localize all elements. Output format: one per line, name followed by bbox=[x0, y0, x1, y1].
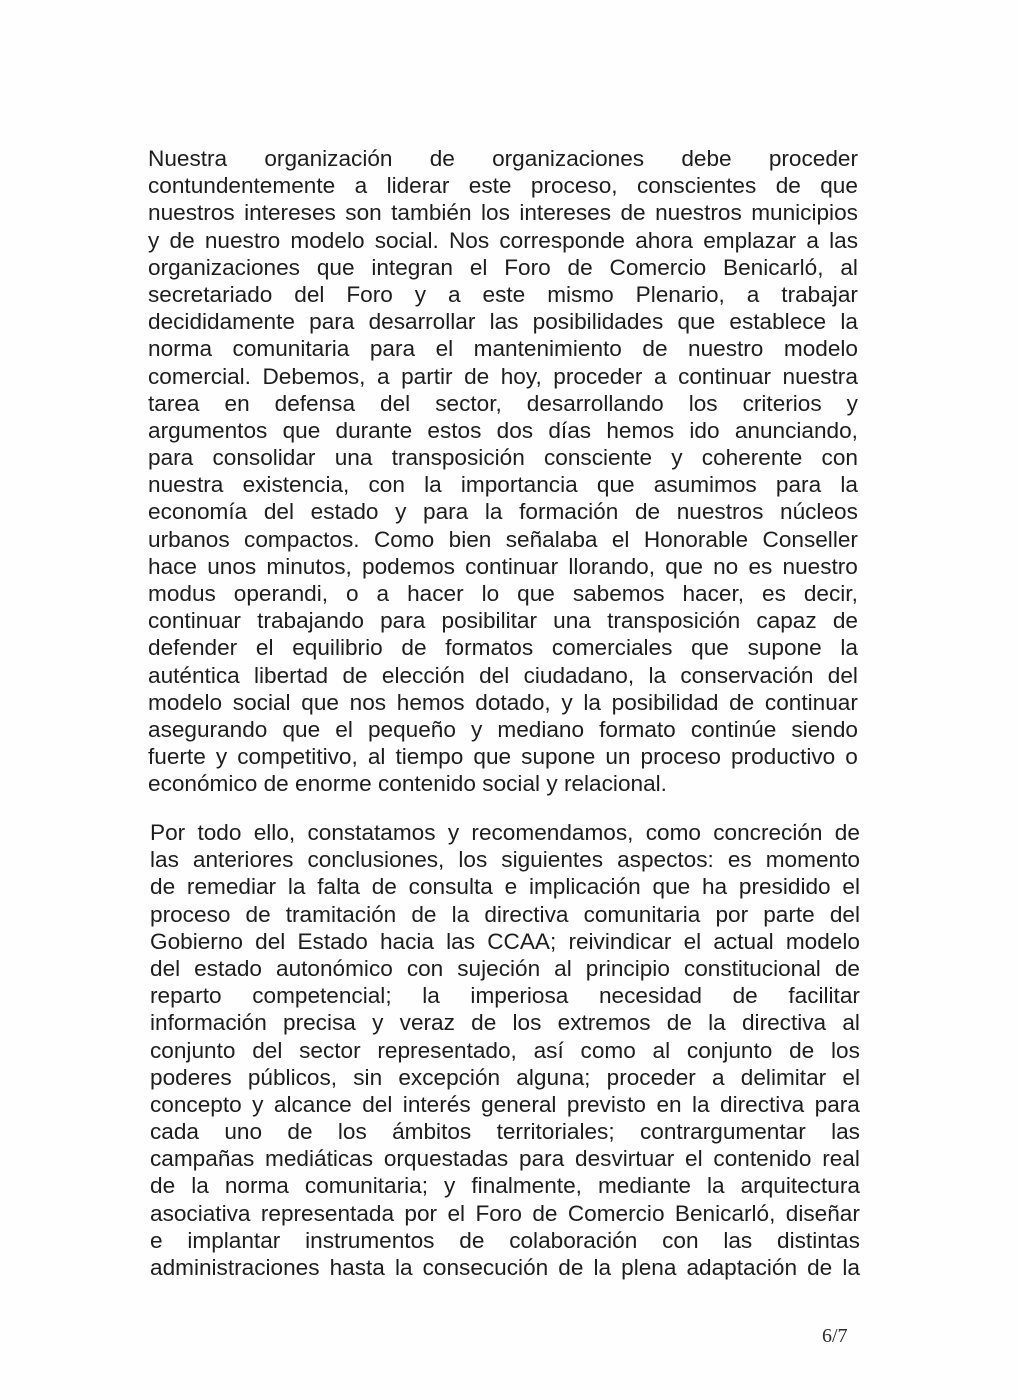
paragraph-1 bbox=[148, 145, 858, 798]
text-line: de remediar la falta de consulta e implicación que ha presidido el bbox=[150, 874, 860, 900]
text-line: urbanos compactos. Como bien señalaba el Honorable Conseller bbox=[148, 526, 858, 552]
text-line: concepto y alcance del interés general previsto en la directiva para bbox=[150, 1091, 860, 1117]
text-line: asociativa representada por el Foro de Comercio Benicarló, diseñar bbox=[150, 1200, 860, 1226]
text-line: Gobierno del Estado hacia las CCAA; reivindicar el actual modelo bbox=[150, 928, 860, 954]
text-line: administraciones hasta la consecución de la plena adaptación de la bbox=[150, 1255, 860, 1280]
text-line: contundentemente a liderar este proceso, conscientes de que bbox=[148, 173, 858, 199]
text-line: reparto competencial; la imperiosa necesidad de facilitar bbox=[150, 983, 860, 1009]
text-line: conjunto del sector representado, así como al conjunto de los bbox=[150, 1037, 860, 1063]
text-line: tarea en defensa del sector, desarrollando los criterios y bbox=[148, 390, 858, 416]
text-line: Nuestra organización de organizaciones debe proceder bbox=[148, 146, 858, 171]
text-line: defender el equilibrio de formatos comerciales que supone la bbox=[148, 635, 858, 661]
text-line: económico de enorme contenido social y relacional. bbox=[148, 771, 667, 797]
text-line: campañas mediáticas orquestadas para desvirtuar el contenido real bbox=[150, 1146, 860, 1172]
text-line: auténtica libertad de elección del ciudadano, la conservación del bbox=[148, 662, 858, 688]
text-line: proceso de tramitación de la directiva comunitaria por parte del bbox=[150, 901, 860, 927]
text-line: cada uno de los ámbitos territoriales; contrargumentar las bbox=[150, 1119, 860, 1145]
text-line: norma comunitaria para el mantenimiento de nuestro modelo bbox=[148, 336, 858, 362]
text-line: modelo social que nos hemos dotado, y la posibilidad de continuar bbox=[148, 689, 858, 715]
text-line: información precisa y veraz de los extremos de la directiva al bbox=[150, 1010, 860, 1036]
text-line: continuar trabajando para posibilitar una transposición capaz de bbox=[148, 608, 858, 634]
text-line: decididamente para desarrollar las posibilidades que establece la bbox=[148, 309, 858, 335]
text-line: organizaciones que integran el Foro de Comercio Benicarló, al bbox=[148, 254, 858, 280]
text-line: del estado autonómico con sujeción al principio constitucional de bbox=[150, 955, 860, 981]
text-line: las anteriores conclusiones, los siguientes aspectos: es momento bbox=[150, 847, 860, 873]
text-line: poderes públicos, sin excepción alguna; proceder a delimitar el bbox=[150, 1064, 860, 1090]
paragraph-2 bbox=[150, 819, 860, 1281]
text-line: de la norma comunitaria; y finalmente, mediante la arquitectura bbox=[150, 1173, 860, 1199]
text-line: y de nuestro modelo social. Nos corresponde ahora emplazar a las bbox=[148, 227, 858, 253]
text-line: nuestros intereses son también los intereses de nuestros municipios bbox=[148, 200, 858, 226]
text-line: hace unos minutos, podemos continuar llorando, que no es nuestro bbox=[148, 553, 858, 579]
text-line: comercial. Debemos, a partir de hoy, proceder a continuar nuestra bbox=[148, 363, 858, 389]
text-line: argumentos que durante estos dos días hemos ido anunciando, bbox=[148, 417, 858, 443]
text-line: e implantar instrumentos de colaboración con las distintas bbox=[150, 1227, 860, 1253]
text-line: asegurando que el pequeño y mediano formato continúe siendo bbox=[148, 716, 858, 742]
text-line: secretariado del Foro y a este mismo Plenario, a trabajar bbox=[148, 281, 858, 307]
text-line: modus operandi, o a hacer lo que sabemos hacer, es decir, bbox=[148, 581, 858, 606]
text-line: Por todo ello, constatamos y recomendamos, como concreción de bbox=[150, 820, 860, 845]
text-line: nuestra existencia, con la importancia que asumimos para la bbox=[148, 472, 858, 498]
text-line: para consolidar una transposición consciente y coherente con bbox=[148, 445, 858, 471]
text-line: fuerte y competitivo, al tiempo que supone un proceso productivo o bbox=[148, 744, 858, 770]
text-line: economía del estado y para la formación de nuestros núcleos bbox=[148, 499, 858, 525]
page-number: 6/7 bbox=[822, 1325, 848, 1347]
